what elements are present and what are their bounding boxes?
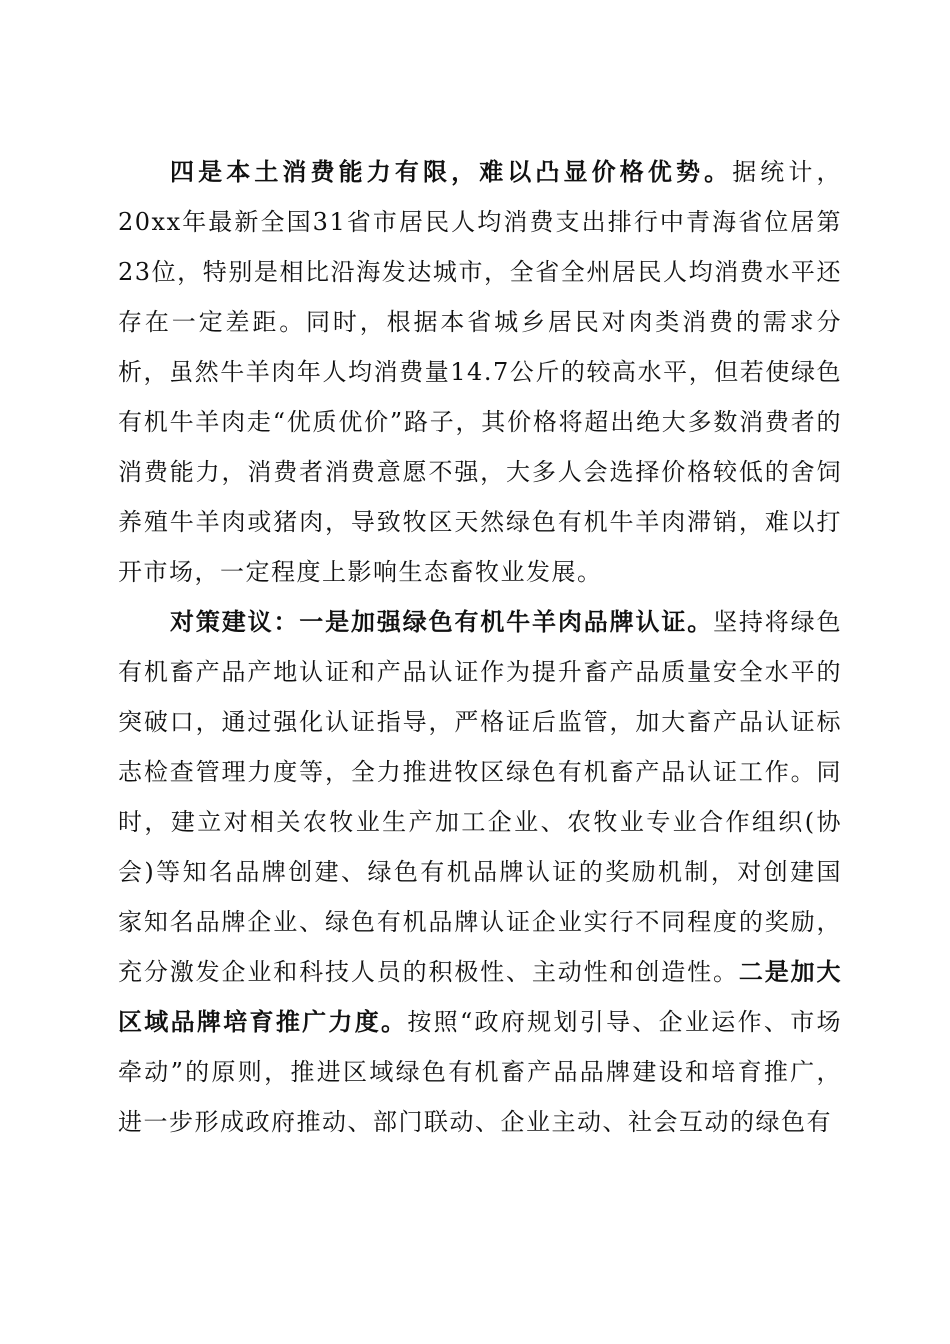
paragraph-heading-bold: 四是本土消费能力有限，难以凸显价格优势。 [170,157,733,186]
paragraph-text: 据统计，20xx年最新全国31省市居民人均消费支出排行中青海省位居第23位，特别是相比沿海发达城市，全省全州居民人均消费水平还存在一定差距。同时，根据本省城乡居民对肉类消费的需求分析，虽然牛羊肉年人均消费量14.7公斤的较高水平，但若使绿色有机牛羊肉走“优质优价”路子，其价格将超出绝大多数消费者的消费能力，消费者消费意愿不强，大多人会选择价格较低的舍饲养殖牛羊肉或猪肉，导致牧区天然绿色有机牛羊肉滞销，难以打开市场，一定程度上影响生态畜牧业发展。 [118,158,843,586]
paragraph-countermeasures [118,597,842,1147]
document-body [118,147,842,1147]
paragraph-text-continued: 按照“政府规划引导、企业运作、市场牵动”的原则，推进区域绿色有机畜产品品牌建设和培育推广，进一步形成政府推动、部门联动、企业主动、社会互动的绿色有 [118,1008,842,1136]
paragraph-subheading-bold: 二是加大区域品牌培育推广力度。 [118,957,843,1036]
paragraph-heading-bold: 对策建议：一是加强绿色有机牛羊肉品牌认证。 [170,607,714,636]
paragraph-consumption-capacity [118,147,842,597]
paragraph-text: 坚持将绿色有机畜产品产地认证和产品认证作为提升畜产品质量安全水平的突破口，通过强化认证指导，严格证后监管，加大畜产品认证标志检查管理力度等，全力推进牧区绿色有机畜产品认证工作。同时，建立对相关农牧业生产加工企业、农牧业专业合作组织(协会)等知名品牌创建、绿色有机品牌认证的奖励机制，对创建国家知名品牌企业、绿色有机品牌认证企业实行不同程度的奖励，充分激发企业和科技人员的积极性、主动性和创造性。 [118,608,843,986]
